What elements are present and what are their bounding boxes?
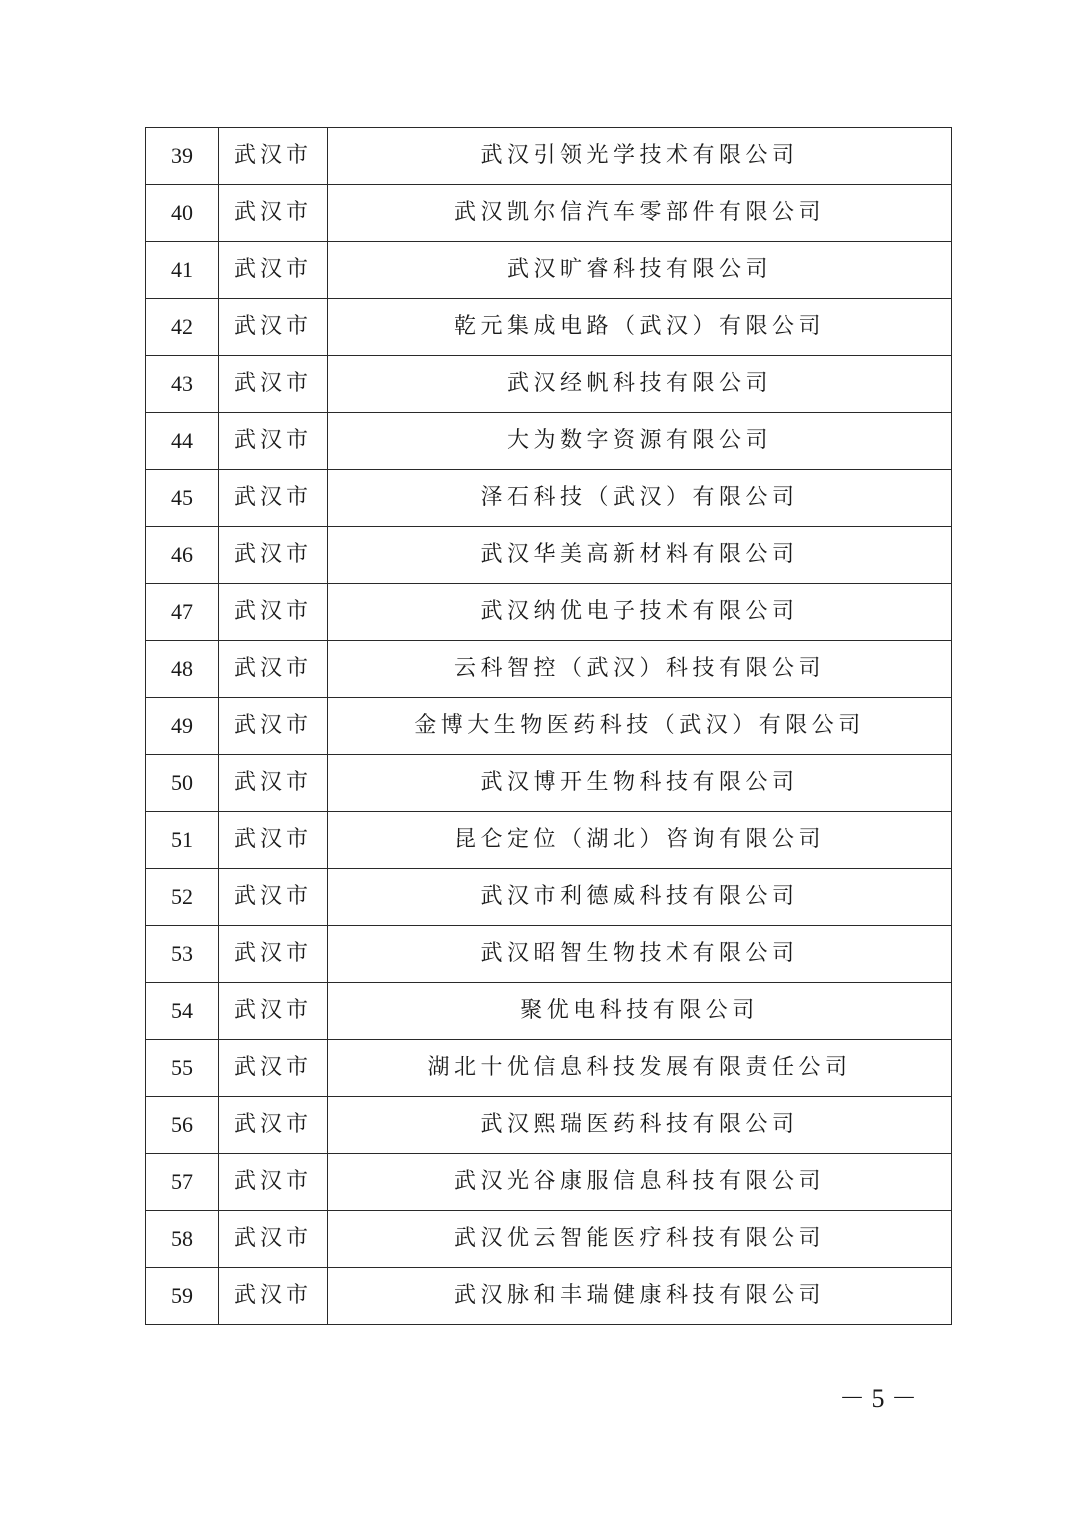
table-row	[146, 470, 952, 527]
row-company: 武汉脉和丰瑞健康科技有限公司	[328, 1268, 952, 1325]
row-number: 57	[146, 1154, 219, 1211]
row-city: 武汉市	[219, 242, 328, 299]
row-city: 武汉市	[219, 1268, 328, 1325]
table-row	[146, 641, 952, 698]
row-company: 云科智控（武汉）科技有限公司	[328, 641, 952, 698]
row-city: 武汉市	[219, 755, 328, 812]
row-number: 47	[146, 584, 219, 641]
page-number: － 5 －	[838, 1384, 917, 1413]
row-city: 武汉市	[219, 413, 328, 470]
table-row	[146, 1154, 952, 1211]
row-city: 武汉市	[219, 356, 328, 413]
row-company: 武汉旷睿科技有限公司	[328, 242, 952, 299]
row-number: 49	[146, 698, 219, 755]
row-city: 武汉市	[219, 584, 328, 641]
row-company: 武汉优云智能医疗科技有限公司	[328, 1211, 952, 1268]
table-row	[146, 755, 952, 812]
row-company: 武汉华美高新材料有限公司	[328, 527, 952, 584]
row-number: 56	[146, 1097, 219, 1154]
row-company: 武汉光谷康服信息科技有限公司	[328, 1154, 952, 1211]
table-row	[146, 584, 952, 641]
row-company: 武汉经帆科技有限公司	[328, 356, 952, 413]
row-city: 武汉市	[219, 641, 328, 698]
row-city: 武汉市	[219, 812, 328, 869]
row-number: 45	[146, 470, 219, 527]
row-number: 48	[146, 641, 219, 698]
row-number: 43	[146, 356, 219, 413]
row-company: 武汉引领光学技术有限公司	[328, 128, 952, 185]
row-company: 武汉市利德威科技有限公司	[328, 869, 952, 926]
table-row	[146, 185, 952, 242]
row-company: 武汉凯尔信汽车零部件有限公司	[328, 185, 952, 242]
company-list-table	[145, 127, 952, 1325]
row-city: 武汉市	[219, 1211, 328, 1268]
row-number: 46	[146, 527, 219, 584]
row-number: 54	[146, 983, 219, 1040]
row-number: 51	[146, 812, 219, 869]
row-company: 湖北十优信息科技发展有限责任公司	[328, 1040, 952, 1097]
row-number: 44	[146, 413, 219, 470]
table-row	[146, 527, 952, 584]
company-list-body	[146, 128, 952, 1325]
row-company: 昆仑定位（湖北）咨询有限公司	[328, 812, 952, 869]
row-city: 武汉市	[219, 1040, 328, 1097]
table-row	[146, 926, 952, 983]
row-company: 武汉纳优电子技术有限公司	[328, 584, 952, 641]
row-company: 武汉博开生物科技有限公司	[328, 755, 952, 812]
row-company: 武汉昭智生物技术有限公司	[328, 926, 952, 983]
table-row	[146, 869, 952, 926]
table-row	[146, 413, 952, 470]
row-company: 泽石科技（武汉）有限公司	[328, 470, 952, 527]
table-row	[146, 1040, 952, 1097]
row-number: 41	[146, 242, 219, 299]
table-row	[146, 242, 952, 299]
row-city: 武汉市	[219, 869, 328, 926]
row-number: 53	[146, 926, 219, 983]
row-city: 武汉市	[219, 926, 328, 983]
row-city: 武汉市	[219, 983, 328, 1040]
row-city: 武汉市	[219, 1154, 328, 1211]
row-city: 武汉市	[219, 698, 328, 755]
row-number: 42	[146, 299, 219, 356]
row-city: 武汉市	[219, 185, 328, 242]
table-row	[146, 1097, 952, 1154]
table-row	[146, 1268, 952, 1325]
row-city: 武汉市	[219, 470, 328, 527]
row-number: 52	[146, 869, 219, 926]
row-company: 乾元集成电路（武汉）有限公司	[328, 299, 952, 356]
row-company: 大为数字资源有限公司	[328, 413, 952, 470]
table-row	[146, 299, 952, 356]
table-row	[146, 983, 952, 1040]
row-number: 39	[146, 128, 219, 185]
row-number: 59	[146, 1268, 219, 1325]
row-number: 50	[146, 755, 219, 812]
table-row	[146, 698, 952, 755]
row-city: 武汉市	[219, 1097, 328, 1154]
table-row	[146, 1211, 952, 1268]
table-row	[146, 356, 952, 413]
row-company: 聚优电科技有限公司	[328, 983, 952, 1040]
row-number: 55	[146, 1040, 219, 1097]
row-city: 武汉市	[219, 128, 328, 185]
table-row	[146, 812, 952, 869]
row-company: 金博大生物医药科技（武汉）有限公司	[328, 698, 952, 755]
row-number: 40	[146, 185, 219, 242]
table-row	[146, 128, 952, 185]
row-number: 58	[146, 1211, 219, 1268]
row-city: 武汉市	[219, 299, 328, 356]
row-company: 武汉熙瑞医药科技有限公司	[328, 1097, 952, 1154]
row-city: 武汉市	[219, 527, 328, 584]
